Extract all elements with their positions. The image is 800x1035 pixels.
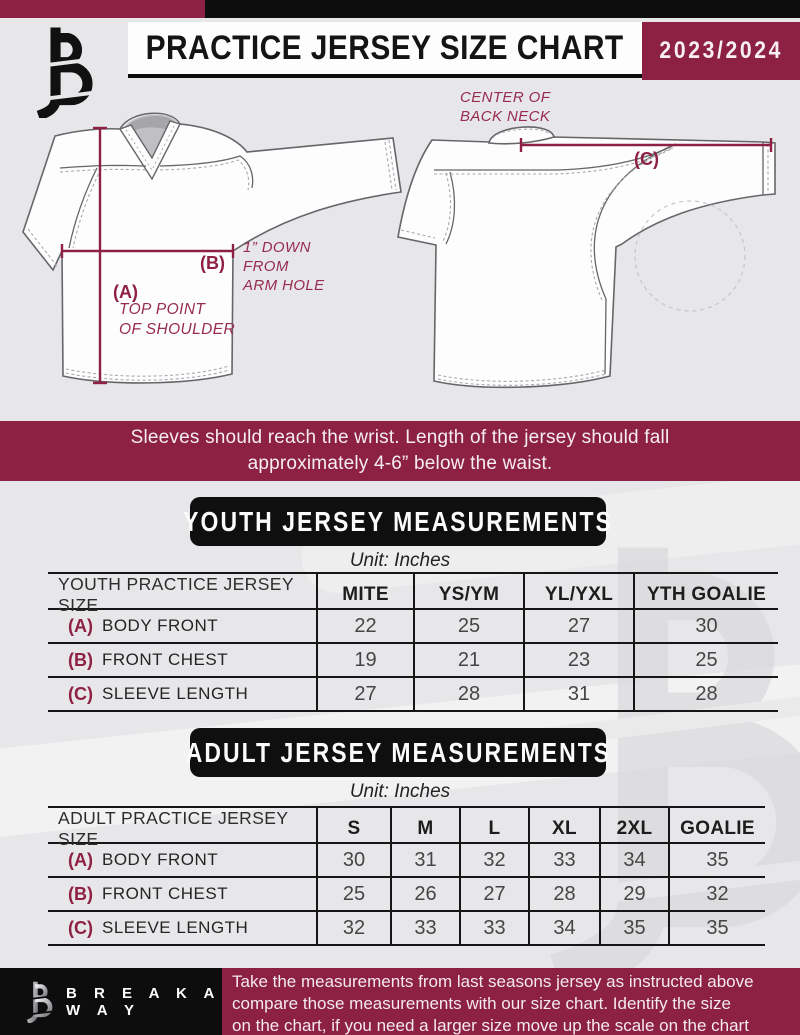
- footer-note-line1: Take the measurements from last seasons jersey as instructed above: [232, 972, 754, 991]
- fit-notice-line2: approximately 4-6” below the waist.: [247, 453, 553, 474]
- column-header: YS/YM: [413, 574, 523, 616]
- table-row: [48, 610, 778, 644]
- table-cell: 25: [633, 644, 778, 676]
- fit-notice-banner: [0, 421, 800, 481]
- table-cell: 25: [413, 610, 523, 642]
- column-header: GOALIE: [668, 808, 765, 850]
- table-cell: 33: [528, 844, 599, 876]
- table-cell: 32: [459, 844, 528, 876]
- table-cell: 35: [599, 912, 668, 944]
- page-title-box: [128, 22, 642, 78]
- table-cell: 33: [459, 912, 528, 944]
- table-cell: 32: [316, 912, 390, 944]
- youth-section-title: YOUTH JERSEY MEASUREMENTS: [183, 505, 613, 537]
- table-cell: 30: [633, 610, 778, 642]
- table-cell: 28: [413, 678, 523, 710]
- youth-unit-label: Unit: Inches: [349, 550, 451, 571]
- footer-brand-block: [0, 968, 222, 1035]
- column-header: XL: [528, 808, 599, 850]
- table-cell: 31: [523, 678, 633, 710]
- table-cell: 34: [599, 844, 668, 876]
- row-label: (A) BODY FRONT: [68, 849, 219, 870]
- header: [128, 22, 800, 80]
- top-strip-maroon: [0, 0, 205, 18]
- table-cell: 27: [523, 610, 633, 642]
- row-label: (A) BODY FRONT: [68, 615, 219, 636]
- column-header: L: [459, 808, 528, 850]
- table-row: [48, 644, 778, 678]
- column-header: M: [390, 808, 459, 850]
- jersey-diagrams: [0, 86, 800, 418]
- footer-note-line2: compare those measurements with our size chart. Identify the size: [232, 994, 731, 1013]
- fit-notice-line1: Sleeves should reach the wrist. Length of the jersey should fall: [130, 427, 670, 448]
- table-cell: 34: [528, 912, 599, 944]
- table-cell: 32: [668, 878, 765, 910]
- adult-section-banner: [185, 728, 611, 777]
- row-label: (B) FRONT CHEST: [68, 883, 229, 904]
- season-label: 2023/2024: [659, 37, 783, 64]
- measure-a-label: (A): [113, 282, 138, 302]
- table-row: [48, 844, 765, 878]
- table-row: [48, 678, 778, 712]
- table-row: [48, 912, 765, 946]
- youth-size-table: [48, 572, 778, 712]
- row-label: (C) SLEEVE LENGTH: [68, 917, 249, 938]
- brand-wordmark: B R E A K A W A Y: [66, 984, 221, 1019]
- table-cell: 19: [316, 644, 413, 676]
- back-neck-caption: CENTER OF BACK NECK: [460, 89, 551, 125]
- youth-section-banner: [183, 497, 613, 546]
- table-cell: 22: [316, 610, 413, 642]
- row-label: (C) SLEEVE LENGTH: [68, 683, 249, 704]
- table-cell: 28: [528, 878, 599, 910]
- table-cell: 35: [668, 844, 765, 876]
- table-cell: 21: [413, 644, 523, 676]
- footer-instructions: [222, 968, 800, 1035]
- table-cell: 28: [633, 678, 778, 710]
- adult-unit-label: Unit: Inches: [349, 781, 451, 802]
- footer: [0, 968, 800, 1035]
- shoulder-caption: TOP POINT OF SHOULDER: [119, 301, 236, 338]
- table-cell: 26: [390, 878, 459, 910]
- column-header: YOUTH PRACTICE JERSEY SIZE: [58, 574, 294, 615]
- adult-section-title: ADULT JERSEY MEASUREMENTS: [185, 736, 611, 768]
- column-header: MITE: [316, 574, 413, 616]
- table-header-row: [48, 574, 778, 615]
- adult-size-table: [48, 806, 765, 946]
- table-cell: 23: [523, 644, 633, 676]
- table-cell: 27: [316, 678, 413, 710]
- table-cell: 29: [599, 878, 668, 910]
- season-box: [642, 22, 800, 80]
- breakaway-logo-icon: [22, 981, 54, 1023]
- table-header-row: [48, 808, 765, 849]
- top-strip-black: [205, 0, 800, 18]
- table-row: [48, 878, 765, 912]
- page-title: PRACTICE JERSEY SIZE CHART: [145, 28, 625, 67]
- footer-note-line3: on the chart, if you need a larger size move up the scale on the chart: [232, 1016, 749, 1035]
- arm-hole-caption: 1” DOWN FROM ARM HOLE: [243, 239, 325, 294]
- measure-b-label: (B): [200, 253, 225, 273]
- table-cell: 33: [390, 912, 459, 944]
- table-cell: 35: [668, 912, 765, 944]
- column-header: 2XL: [599, 808, 668, 850]
- column-header: ADULT PRACTICE JERSEY SIZE: [58, 808, 289, 849]
- jersey-diagram-art: [0, 86, 800, 418]
- table-cell: 30: [316, 844, 390, 876]
- column-header: YTH GOALIE: [633, 574, 778, 616]
- table-cell: 31: [390, 844, 459, 876]
- row-label: (B) FRONT CHEST: [68, 649, 229, 670]
- table-cell: 27: [459, 878, 528, 910]
- table-cell: 25: [316, 878, 390, 910]
- column-header: YL/YXL: [523, 574, 633, 616]
- column-header: S: [316, 808, 390, 850]
- measure-c-label: (C): [634, 149, 659, 169]
